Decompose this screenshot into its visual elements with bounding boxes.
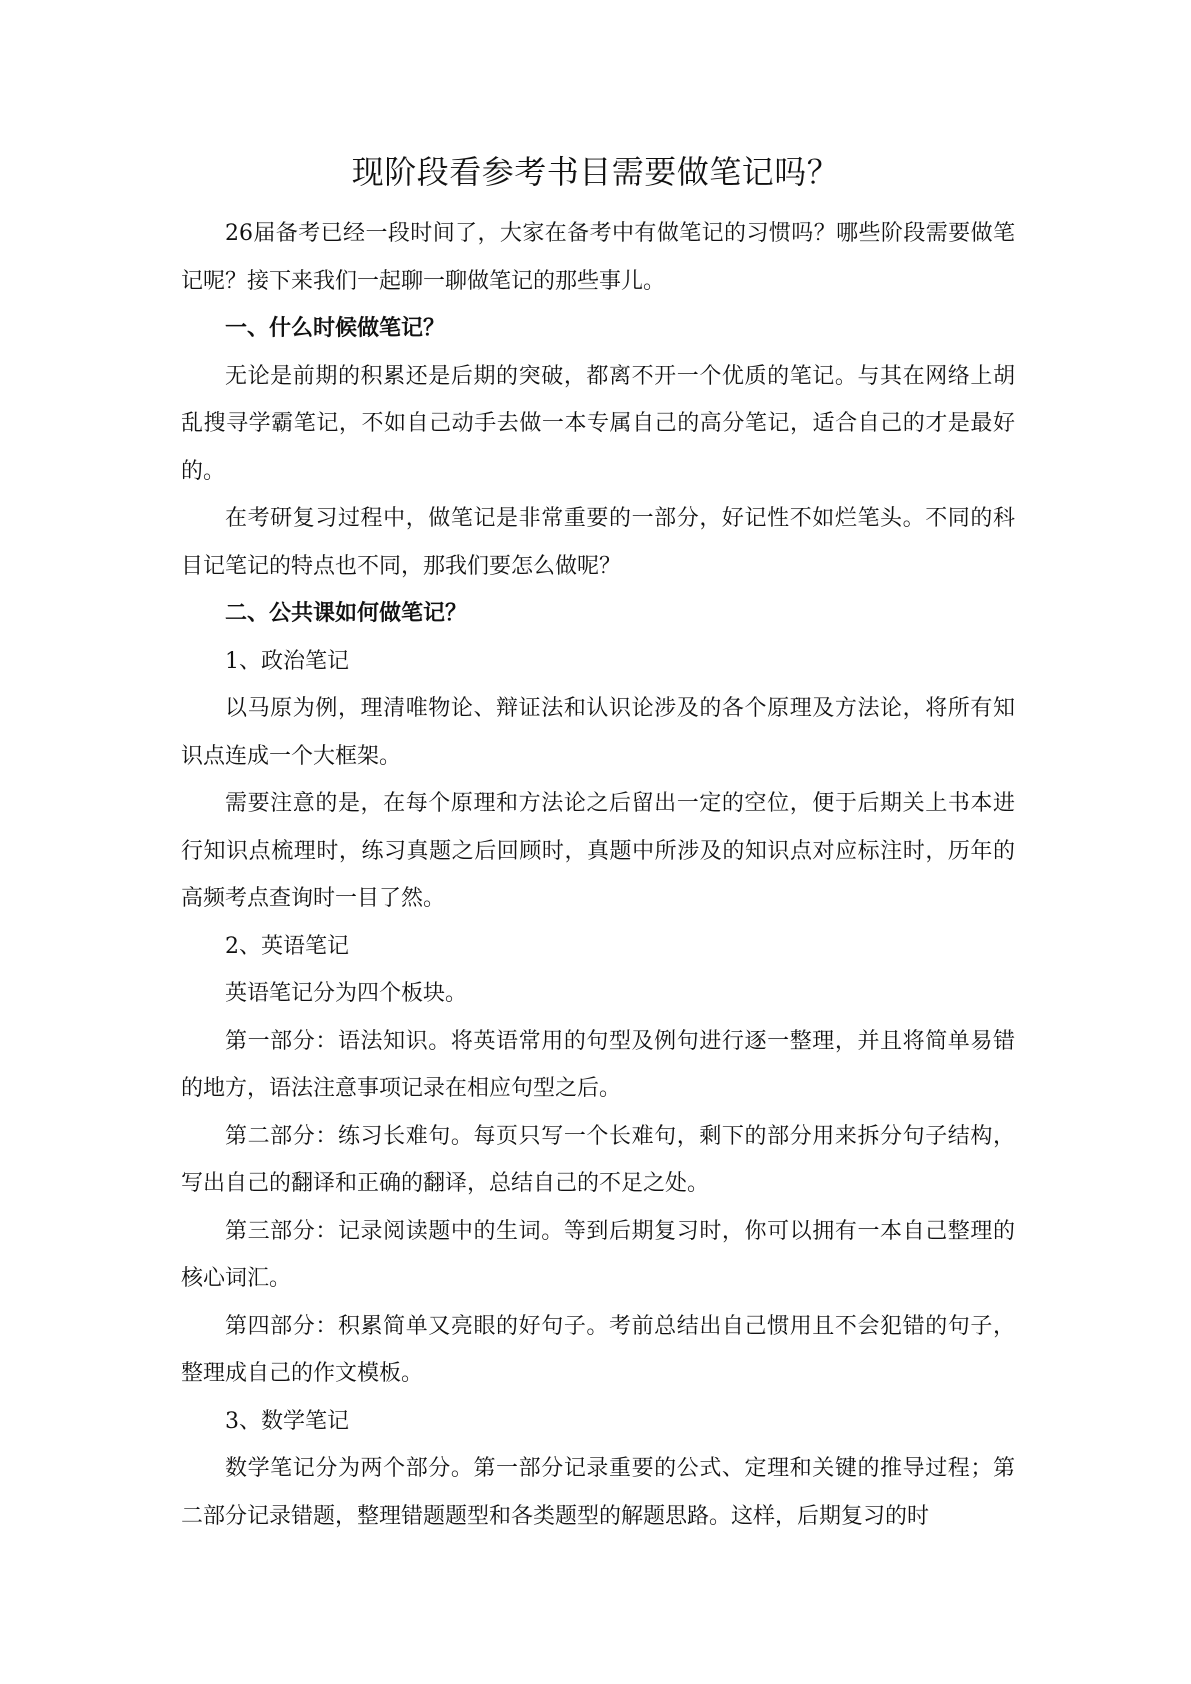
paragraph-politics-framework: 以马原为例，理清唯物论、辩证法和认识论涉及的各个原理及方法论，将所有知识点连成一个大框架。 bbox=[181, 696, 1015, 769]
paragraph-english-overview: 英语笔记分为四个板块。 bbox=[225, 981, 468, 1006]
paragraph-politics-notes: 需要注意的是，在每个原理和方法论之后留出一定的空位，便于后期关上书本进行知识点梳理时，练习真题之后回顾时，真题中所涉及的知识点对应标注时，历年的高频考点查询时一目了然。 bbox=[181, 791, 1015, 911]
paragraph-english-part-2: 第二部分：练习长难句。每页只写一个长难句，剩下的部分用来拆分句子结构，写出自己的翻译和正确的翻译，总结自己的不足之处。 bbox=[181, 1123, 1015, 1196]
paragraph-math-notes: 数学笔记分为两个部分。第一部分记录重要的公式、定理和关键的推导过程；第二部分记录错题，整理错题题型和各类题型的解题思路。这样，后期复习的时 bbox=[181, 1456, 1015, 1529]
section-heading-2: 二、公共课如何做笔记？ bbox=[225, 600, 468, 626]
paragraph-note-methods: 在考研复习过程中，做笔记是非常重要的一部分，好记性不如烂笔头。不同的科目记笔记的特点也不同，那我们要怎么做呢？ bbox=[181, 506, 1015, 579]
paragraph-english-part-1: 第一部分：语法知识。将英语常用的句型及例句进行逐一整理，并且将简单易错的地方，语法注意事项记录在相应句型之后。 bbox=[181, 1028, 1015, 1101]
subheading-math: 3、数学笔记 bbox=[225, 1408, 349, 1434]
section-heading-1: 一、什么时候做笔记？ bbox=[225, 315, 446, 341]
document-body bbox=[181, 210, 1015, 1540]
subheading-politics: 1、政治笔记 bbox=[225, 648, 349, 674]
paragraph-english-part-3: 第三部分：记录阅读题中的生词。等到后期复习时，你可以拥有一本自己整理的核心词汇。 bbox=[181, 1218, 1015, 1291]
subheading-english: 2、英语笔记 bbox=[225, 933, 349, 959]
paragraph-english-part-4: 第四部分：积累简单又亮眼的好句子。考前总结出自己惯用且不会犯错的句子，整理成自己的作文模板。 bbox=[181, 1313, 1015, 1386]
paragraph-note-importance: 无论是前期的积累还是后期的突破，都离不开一个优质的笔记。与其在网络上胡乱搜寻学霸笔记，不如自己动手去做一本专属自己的高分笔记，适合自己的才是最好的。 bbox=[181, 363, 1015, 484]
intro-paragraph: 26届备考已经一段时间了，大家在备考中有做笔记的习惯吗？哪些阶段需要做笔记呢？接下来我们一起聊一聊做笔记的那些事儿。 bbox=[181, 221, 1015, 294]
document-title: 现阶段看参考书目需要做笔记吗？ bbox=[351, 153, 840, 191]
